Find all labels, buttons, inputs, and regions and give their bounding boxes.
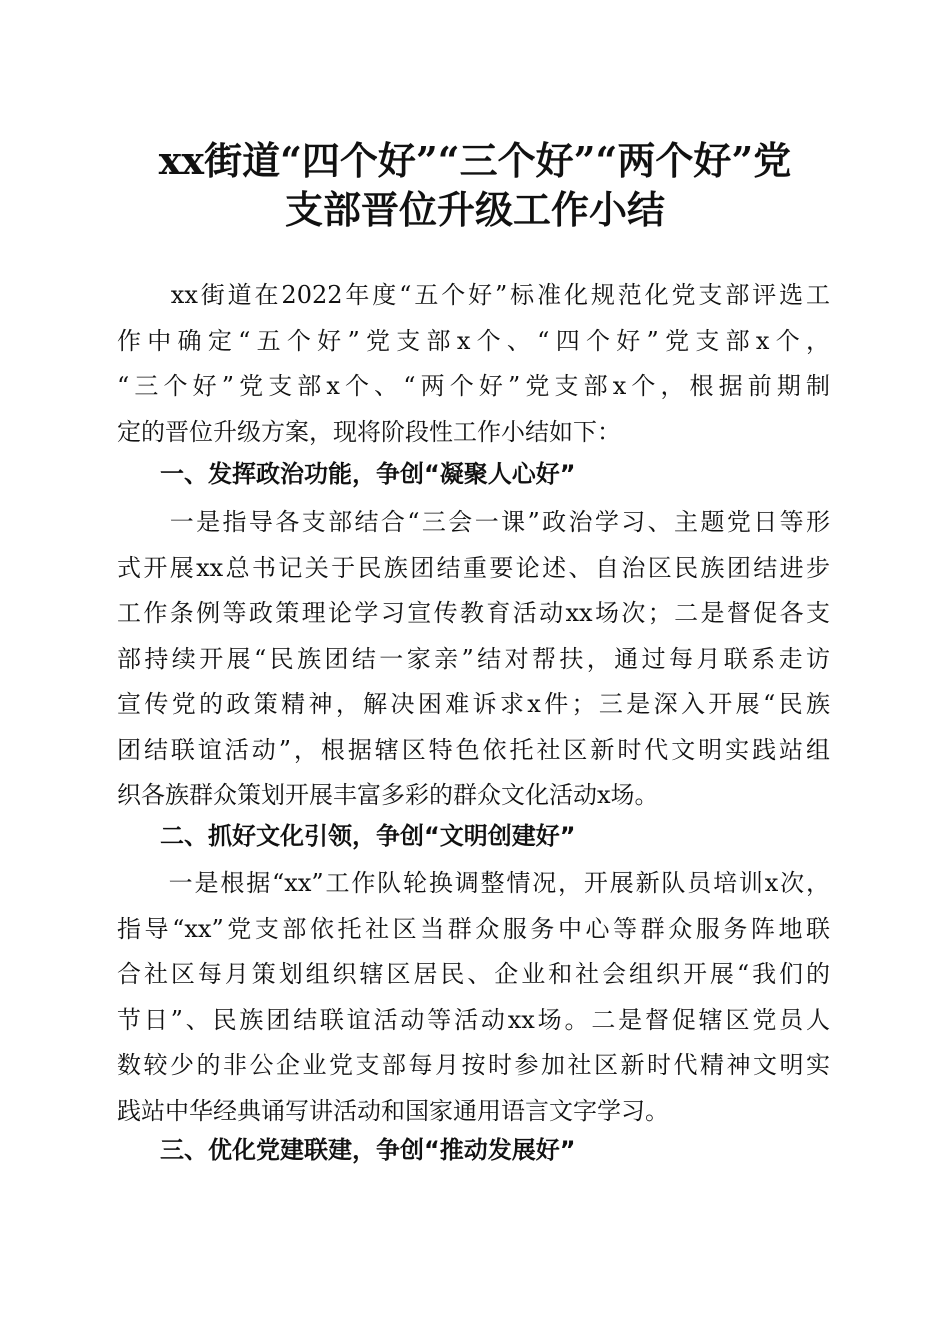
section-1-line: 团结联谊活动”，根据辖区特色依托社区新时代文明实践站组	[117, 735, 830, 764]
section-2-line: 数较少的非公企业党支部每月按时参加社区新时代精神文明实	[117, 1051, 830, 1079]
section-1-paragraph	[117, 500, 830, 819]
section-1-line: 工作条例等政策理论学习宣传教育活动xx场次；二是督促各支	[117, 599, 830, 627]
section-2-line: 一是根据“xx”工作队轮换调整情况，开展新队员培训x次，	[117, 869, 830, 897]
document-title-line-1: xx街道“四个好”“三个好”“两个好”党	[158, 138, 792, 183]
section-2-paragraph	[117, 861, 830, 1134]
document-title-line-2: 支部晋位升级工作小结	[284, 187, 665, 232]
section-2-line: 合社区每月策划组织辖区居民、企业和社会组织开展“我们的	[117, 960, 830, 988]
intro-line: 作中确定“五个好”党支部x个、“四个好”党支部x个，	[117, 326, 830, 355]
section-2-line: 践站中华经典诵写讲活动和国家通用语言文字学习。	[117, 1096, 669, 1125]
section-2-line: 节日”、民族团结联谊活动等活动xx场。二是督促辖区党员人	[117, 1005, 830, 1034]
intro-line: xx街道在2022年度“五个好”标准化规范化党支部评选工	[117, 281, 830, 309]
intro-line: 定的晋位升级方案，现将阶段性工作小结如下：	[117, 417, 621, 446]
section-1-line: 式开展xx总书记关于民族团结重要论述、自治区民族团结进步	[117, 553, 830, 582]
section-1-line: 一是指导各支部结合“三会一课”政治学习、主题党日等形	[117, 508, 830, 536]
section-1-line: 部持续开展“民族团结一家亲”结对帮扶，通过每月联系走访	[117, 644, 830, 673]
section-1-line: 宣传党的政策精神，解决困难诉求x件；三是深入开展“民族	[117, 690, 830, 718]
section-2-heading: 二、抓好文化引领，争创“文明创建好”	[160, 822, 576, 850]
section-1-line: 织各族群众策划开展丰富多彩的群众文化活动x场。	[117, 781, 659, 809]
section-3-heading: 三、优化党建联建，争创“推动发展好”	[160, 1136, 576, 1164]
section-2-line: 指导“xx”党支部依托社区当群众服务中心等群众服务阵地联	[117, 914, 830, 943]
intro-paragraph	[117, 273, 830, 455]
intro-line: “三个好”党支部x个、“两个好”党支部x个，根据前期制	[117, 372, 830, 400]
section-1-heading: 一、发挥政治功能，争创“凝聚人心好”	[160, 460, 576, 488]
